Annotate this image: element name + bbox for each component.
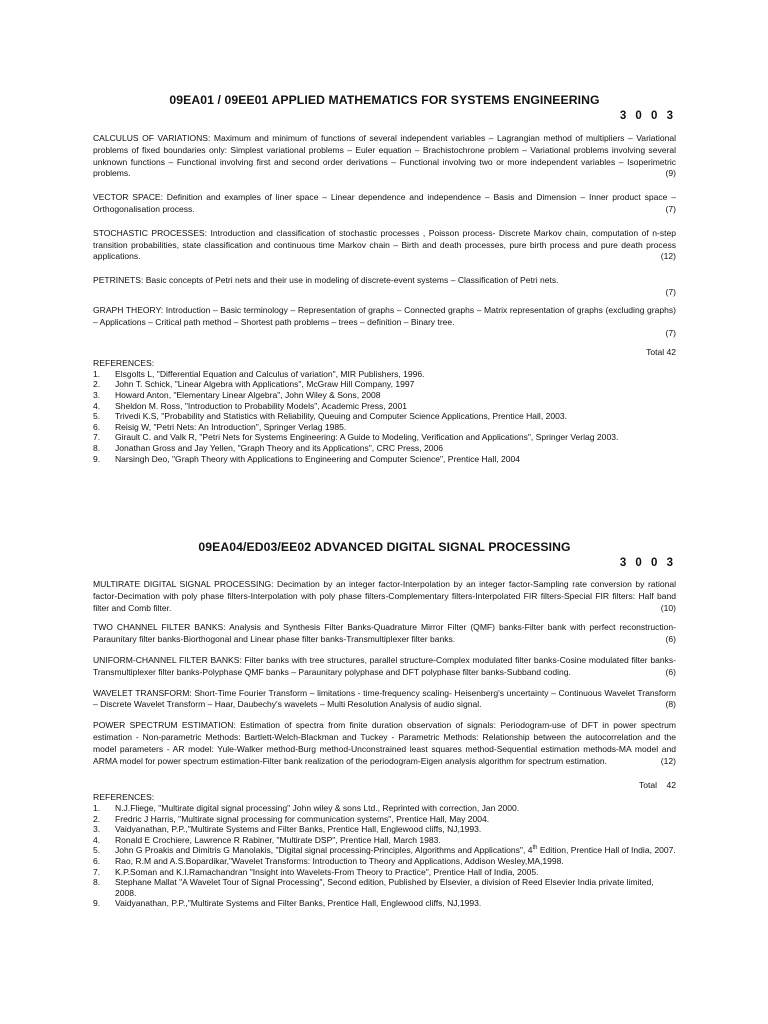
total-hours: Total 42 [646, 347, 676, 358]
unit-calculus-of-variations [93, 133, 676, 180]
references-heading: REFERENCES: [93, 358, 155, 369]
unit-text: CALCULUS OF VARIATIONS: Maximum and minimum of functions of several independent variables – Lagrangian method of multipliers – Variational problems of fixed boundaries only: Simplest variational problems – Euler equation – Brachistochrone problem – Variational problems involving several unknown functions – Functional involving first and second order derivations – Functional involving two or more independent variables – Isoperimetric problems. [93, 133, 676, 179]
unit-text: POWER SPECTRUM ESTIMATION: Estimation of spectra from finite duration observation of signals: Periodogram-use of DFT in power spectrum estimation - Non-parametric Methods: Bartlett-Welch-Blackman and Tuckey - Parametric Methods: Relationship between the autocorrelation and the model parameters - AR model: Yule-Walker method-Burg method-Unconstrained least squares method-Sequential estimation methods-MA model and ARMA model for power spectrum estimation-Filter bank realization of the periodogram-Eigen analysis algorithm for spectrum estimation. [93, 720, 676, 766]
reference-item: 4. Ronald E Crochiere, Lawrence R Rabiner, "Multirate DSP", Prentice Hall, March 1983. [93, 834, 441, 845]
reference-item: 5. Trivedi K.S, "Probability and Statistics with Reliability, Queuing and Computer Science Applications, Prentice Hall, 2003. [93, 411, 567, 422]
unit-stochastic-processes [93, 228, 676, 263]
unit-text: WAVELET TRANSFORM: Short-Time Fourier Transform – limitations - time-frequency scaling- Heisenberg's uncertainty – Continuous Wavelet Transform – Discrete Wavelet Transform – Haar, Daubechy's wavelets – Multi Resolution Analysis of audio signal. [93, 687, 676, 710]
reference-item: 3. Howard Anton, "Elementary Linear Algebra", John Wiley & Sons, 2008 [93, 389, 381, 400]
unit-vector-space [93, 192, 676, 216]
unit-petrinets [93, 275, 676, 299]
unit-text: UNIFORM-CHANNEL FILTER BANKS: Filter banks with tree structures, parallel structure-Complex modulated filter banks-Cosine modulated filter banks-Transmultiplexer filter banks-Polyphase QMF banks – Paraunitary polyphase and DFT polyphase filter banks-Subband coding. [93, 654, 676, 677]
reference-item: 2. John T. Schick, "Linear Algebra with Applications", McGraw Hill Company, 1997 [93, 379, 415, 390]
unit-wavelet-transform [93, 688, 676, 712]
unit-text: GRAPH THEORY: Introduction – Basic terminology – Representation of graphs – Connected graphs – Matrix representation of graphs (excluding graphs) – Applications – Critical path method – Shortest path problems – trees – definition – Binary tree. [93, 304, 676, 327]
unit-hours: (7) [665, 328, 676, 339]
reference-item: 1. Elsgolts L, "Differential Equation and Calculus of variation", MIR Publishers, 1996. [93, 368, 425, 379]
unit-text: STOCHASTIC PROCESSES: Introduction and classification of stochastic processes , Poisson process- Discrete Markov chain, computation of n-step transition probabilities, state classification and continuous time Markov chain – Birth and death processes, pure birth process and pure death process applications. [93, 227, 676, 262]
reference-item: 4. Sheldon M. Ross, "Introduction to Probability Models", Academic Press, 2001 [93, 400, 408, 411]
reference-item: 7. K.P.Soman and K.I.Ramachandran "Insight into Wavelets-From Theory to Practice", Prentice Hall of India, 2005. [93, 866, 539, 877]
unit-hours: (6) [665, 634, 676, 645]
unit-hours: (6) [665, 666, 676, 677]
course-title: 09EA04/ED03/EE02 ADVANCED DIGITAL SIGNAL PROCESSING [198, 540, 571, 554]
references-list [93, 369, 676, 464]
unit-hours: (7) [665, 286, 676, 297]
unit-text: TWO CHANNEL FILTER BANKS: Analysis and Synthesis Filter Banks-Quadrature Mirror Filter (QMF) banks-Filter bank with perfect reconstruction- Paraunitary filter banks-Biorthogonal and Linear phase filter banks-Transmultiplexer filter banks. [93, 622, 676, 645]
reference-item: 8. Jonathan Gross and Jay Yellen, "Graph Theory and its Applications", CRC Press, 2006 [93, 442, 444, 453]
course-applied-mathematics [93, 93, 676, 464]
total-hours: Total 42 [638, 780, 676, 791]
reference-item: 7. Girault C. and Valk R, "Petri Nets for Systems Engineering: A Guide to Modeling, Verification and Applications", Springer Verlag 2003. [93, 432, 619, 443]
unit-power-spectrum-estimation [93, 720, 676, 767]
unit-text: MULTIRATE DIGITAL SIGNAL PROCESSING: Decimation by an integer factor-Interpolation by an integer factor-Sampling rate conversion by rational factor-Decimation with poly phase filters-Interpolation with poly phase filters-Complementary filters-Interpolated FIR filters-Special FIR filters: Half band filter and Comb filter. [93, 579, 676, 613]
reference-item: 6. Reisig W, "Petri Nets: An Introduction", Springer Verlag 1985. [93, 421, 347, 432]
reference-item: 3. Vaidyanathan, P.P.,"Multirate Systems and Filter Banks, Prentice Hall, Englewood cliffs, NJ,1993. [93, 824, 482, 835]
reference-item: 6. Rao, R.M and A.S.Bopardikar,"Wavelet Transforms: Introduction to Theory and Applications, Addison Wesley,MA,1998. [93, 855, 564, 866]
unit-text: VECTOR SPACE: Definition and examples of liner space – Linear dependence and independence – Basis and Dimension – Inner product space – Orthogonalisation process. [93, 192, 676, 214]
reference-item: 1. N.J.Fliege, "Multirate digital signal processing" John wiley & sons Ltd., Reprinted with correction, Jan 2000. [93, 802, 520, 813]
unit-graph-theory [93, 305, 676, 340]
unit-hours: (10) [660, 602, 676, 613]
reference-item: 2. Fredric J Harris, "Multirate signal processing for communication systems", Prentice Hall, May 2004. [93, 813, 490, 824]
unit-hours: (12) [660, 755, 676, 766]
unit-hours: (7) [665, 203, 676, 214]
course-advanced-dsp [93, 540, 676, 909]
unit-multirate-dsp [93, 579, 676, 614]
references-heading: REFERENCES: [93, 792, 155, 803]
course-credits: 3 0 0 3 [619, 110, 676, 122]
unit-hours: (12) [660, 251, 676, 262]
course-title: 09EA01 / 09EE01 APPLIED MATHEMATICS FOR SYSTEMS ENGINEERING [169, 93, 600, 107]
references-list [93, 803, 676, 909]
reference-item: 8. Stephane Mallat "A Wavelet Tour of Signal Processing", Second edition, Published by Elsevier, a division of Reed Elsevier India private limited, 2008. [93, 877, 654, 898]
unit-uniform-channel-filter-banks [93, 655, 676, 679]
unit-two-channel-filter-banks [93, 622, 676, 646]
unit-hours: (8) [665, 699, 676, 710]
course-credits: 3 0 0 3 [619, 557, 676, 569]
unit-hours: (9) [665, 168, 676, 179]
reference-item: 9. Vaidyanathan, P.P.,"Multirate Systems and Filter Banks, Prentice Hall, Englewood cliffs, NJ,1993. [93, 898, 482, 909]
unit-text: PETRINETS: Basic concepts of Petri nets and their use in modeling of discrete-event systems – Classification of Petri nets. [93, 275, 559, 286]
reference-item: 9. Narsingh Deo, "Graph Theory with Applications to Engineering and Computer Science", Prentice Hall, 2004 [93, 453, 520, 464]
reference-item: 5. John G Proakis and Dimitris G Manolakis, "Digital signal processing-Principles, Algorithms and Applications", 4th Edition, Prentice Hall of India, 2007. [93, 845, 676, 856]
